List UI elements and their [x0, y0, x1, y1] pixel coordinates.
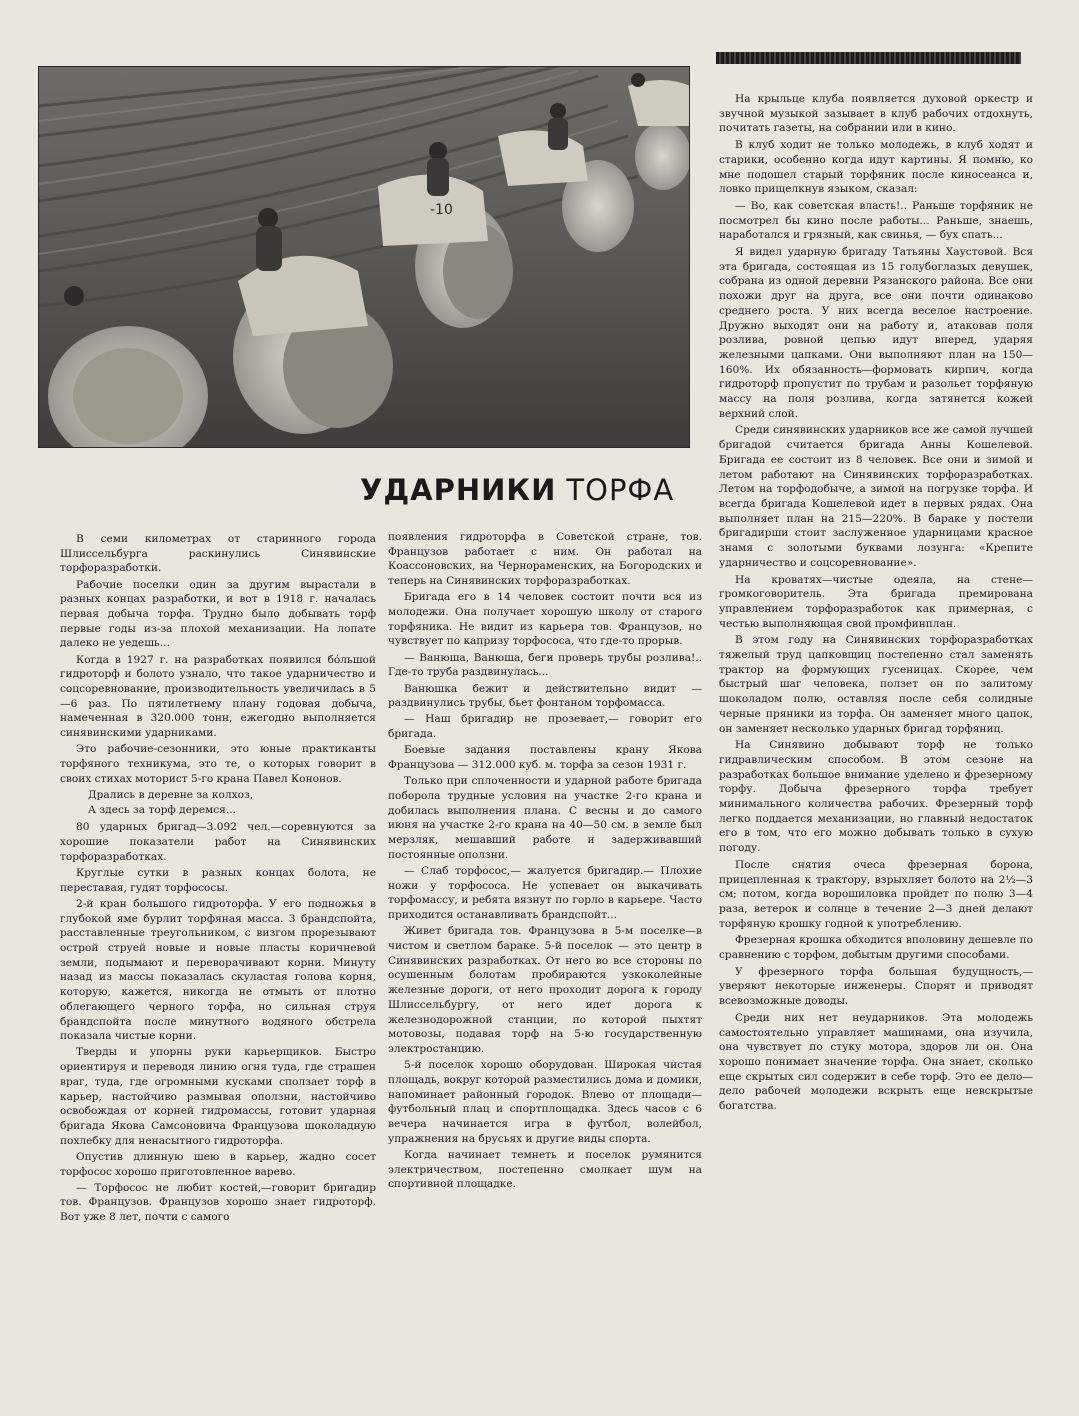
headline-light: ТОРФА [566, 473, 675, 507]
paragraph: Тверды и упорны руки карьерщиков. Быстро ориентируя и переводя линию огня туда, где страшен враг, туда, где огромными кусками сползает торф в карьер, настойчиво размывая оползни, настойчиво освобождая от корней гидромассы, готовит ударная бригада Якова Самсоновича Французова шоколадную похлебку для ненасытного гидроторфа. [60, 1046, 376, 1147]
paragraph: Среди синявинских ударников все же самой лучшей бригадой считается бригада Анны Кошелевой. Бригада ее состоит из 8 человек. Все они и зимой и летом работают на Синявинских торфоразработках. Летом на торфодобыче, а зимой на погрузке торфа. И всегда бригада Кошелевой идет в первых рядах. Она выполняет план на 215—220%. В бараке у постели бригадирши стоит заслуженное ударницами красное знамя с золотыми буквами лозунга: «Крепите ударничество и соцсоревнование». [719, 424, 1033, 569]
paragraph: — Наш бригадир не прозевает,— говорит его бригада. [388, 713, 702, 741]
text-column-2 [388, 530, 702, 1342]
paragraph: 5-й поселок хорошо оборудован. Широкая чистая площадь, вокруг которой разместились дома и домики, напоминает районный городок. Влево от площади—футбольный плац и спортплощадка. Здесь часов с 6 вечера начинается игра в футбол, волейбол, упражнения на брусьях и другие виды спорта. [388, 1059, 702, 1145]
text-column-3 [719, 92, 1033, 1332]
paragraph: В семи километрах от старинного города Шлиссельбурга раскинулись Синявинские торфоразработки. [60, 533, 376, 575]
paragraph: Опустив длинную шею в карьер, жадно сосет торфосос хорошо приготовленное варево. [60, 1150, 376, 1178]
verse-line: Дрались в деревне за колхоз, [88, 788, 254, 801]
paragraph: — Ванюша, Ванюша, беги проверь трубы розлива!.. Где-то труба раздвинулась... [388, 651, 702, 679]
paragraph: — Торфосос не любит костей,—говорит бригадир тов. Французов. Французов хорошо знает гидроторф. Вот уже 8 лет, почти с самого [60, 1181, 376, 1224]
paragraph: Круглые сутки в разных концах болота, не переставая, гудят торфососы. [60, 866, 376, 894]
article-headline [360, 470, 700, 510]
svg-text:-10: -10 [430, 202, 453, 218]
verse-line: А здесь за торф деремся... [88, 803, 236, 816]
paragraph: Рабочие поселки один за другим вырастали в разных концах разработки, и вот в 1918 г. началась первая добыча торфа. Трудно было добывать торф первые годы из-за плохой механизации. На лопате далеко не уедешь... [60, 578, 376, 650]
paragraph: На Синявино добывают торф не только гидравлическим способом. В этом сезоне на разработках большое внимание уделено и фрезерному торфу. Добыча фрезерного торфа требует минимального количества рабочих. Фрезерный торф легко поддается механизации, но главный недостаток его в том, что его можно добывать только в сухую погоду. [719, 739, 1033, 855]
paragraph: В этом году на Синявинских торфоразработках тяжелый труд цапковщиц постепенно стал заменять трактор на формующих гусеницах. Скорее, чем быстрый шаг человека, ползет он по залитому шоколадом полю, оставляя после себя солидные черные пряники из торфа. Он заменяет много цапок, он заменяет несколько ударных бригад торфяниц. [719, 634, 1033, 735]
paragraph: Среди них нет неударников. Эта молодежь самостоятельно управляет машинами, она изучила, она чувствует по стуку мотора, здоров ли он. Она хорошо понимает значение торфа. Она знает, сколько еще скрытых сил содержит в себе торф. Это ее дело—дело рабочей молодежи вскрыть еще невскрытые богатства. [719, 1011, 1033, 1113]
paragraph: Бригада его в 14 человек состоит почти вся из молодежи. Она получает хорошую школу от старого торфяника. Не видит из карьера тов. Французов, но чувствует по капризу торфососа, что где-то прорыв. [388, 591, 702, 648]
decorative-header-bar [716, 52, 1021, 64]
tractors-photo-icon [38, 66, 690, 448]
paragraph: Когда в 1927 г. на разработках появился бо́льшой гидроторф и болото узнало, что такое ударничество и соцсоревнование, производительность увеличилась в 5—6 раз. По пятилетнему плану годовая добыча, намеченная в 320.000 тонн, ежегодно выполняется синявинскими ударниками. [60, 653, 376, 740]
paragraph: — Во, как советская власть!.. Раньше торфяник не посмотрел бы кино после работы... Раньше, знаешь, наработался и грязный, как свинья, — бух спать... [719, 199, 1033, 242]
paragraph: Фрезерная крошка обходится вполовину дешевле по сравнению с торфом, добытым другими способами. [719, 934, 1033, 962]
paragraph: 80 ударных бригад—3.092 чел.—соревнуются за хорошие показатели работ на Синявинских торфоразработках. [60, 821, 376, 863]
paragraph: На крыльце клуба появляется духовой оркестр и звучной музыкой зазывает в клуб рабочих отдохнуть, почитать газеты, на собрании или в кино. [719, 93, 1033, 135]
paragraph: Боевые задания поставлены крану Якова Французова — 312.000 куб. м. торфа за сезон 1931 г. [388, 744, 702, 772]
paragraph: После снятия очеса фрезерная борона, прицепленная к трактору, взрыхляет болото на 2½—3 см; потом, когда ворошиловка пройдет по полю 3—4 раза, ветерок и солнце в течение 2—3 дней делают торфяную крошку годной к употреблению. [719, 858, 1033, 930]
paragraph: появления гидроторфа в Советской стране, тов. Французов работает с ним. Он работал на Коассоновских, на Чернораменских, на Богородских и теперь на Синявинских торфоразработках. [388, 531, 702, 588]
tractors-photo [38, 66, 690, 448]
paragraph: У фрезерного торфа большая будущность,— уверяют некоторые инженеры. Спорят и приводят всевозможные доводы. [719, 965, 1033, 1008]
paragraph: Я видел ударную бригаду Татьяны Хаустовой. Вся эта бригада, состоящая из 15 голубоглазых девушек, собрана из одной деревни Рязанского района. Все они похожи друг на друга, все они почти одинаково среднего роста. У них всегда веселое настроение. Дружно выходят они на работу и, атаковав поля розлива, ровной цепью идут вперед, ударяя железными цапками. Они выполняют план на 150—160%. Их обязанность—формовать кирпич, когда гидроторф пропустит по трубам и разольет торфяную массу на поля розлива, когда затянется кожей верхний слой. [719, 246, 1033, 420]
paragraph: Живет бригада тов. Французова в 5-м поселке—в чистом и светлом бараке. 5-й поселок — это центр в Синявинских разработках. От него во все стороны по осушенным болотам пробираются узкоколейные железные дороги, от него проходит дорога к городу Шлиссельбургу, от него идет дорога к железнодорожной станции, по которой пыхтят мотовозы, подавая торф на 5-ю государственную электростанцию. [388, 925, 702, 1055]
text-column-1 [60, 532, 376, 1342]
paragraph: Это рабочие-сезонники, это юные практиканты торфяного техникума, это те, о которых говорит в своих стихах моторист 5-го крана Павел Кононов. [60, 743, 376, 785]
paragraph: Когда начинает темнеть и поселок румянится электричеством, постепенно смолкает шум на спортивной площадке. [388, 1148, 702, 1191]
paragraph: — Слаб торфосос,— жалуется бригадир.— Плохие ножи у торфососа. Не успевает он выкачивать торфомассу, и ребята вязнут по горло в карьере. Часто приходится останавливать брандспойт... [388, 864, 702, 922]
paragraph: В клуб ходит не только молодежь, в клуб ходят и старики, особенно когда идут картины. Я помню, ко мне подошел старый торфяник после киносеанса и, ловко прищелкнув языком, сказал: [719, 139, 1033, 196]
paragraph: Ванюшка бежит и действительно видит — раздвинулись трубы, бьет фонтаном торфомасса. [388, 682, 702, 710]
headline-bold: УДАРНИКИ [360, 473, 557, 507]
paragraph: 2-й кран большого гидроторфа. У его подножья в глубокой яме бурлит торфяная масса. 3 брандспойта, расставленные треугольником, с визгом прорезывают острой струей новые и новые пласты коричневой земли, подымают и переворачивают корни. Минуту назад из массы показалась скуластая голова корня, которую, кажется, никогда не отмыть от плотно облегающего черного торфа, но сильная струя брандспойта после минутного водяного обстрела показала чистые корни. [60, 897, 376, 1043]
paragraph: На кроватях—чистые одеяла, на стене—громкоговоритель. Эта бригада премирована управлением торфоразработок как примерная, с честью выполняющая свой промфинплан. [719, 573, 1033, 630]
paragraph: Только при сплоченности и ударной работе бригада поборола трудные условия на участке 2-го крана и добилась выполнения плана. С весны и до самого июня на участке 2-го крана на 40—50 см. в земле был мерзляк, мешавший работе и задерживавший постоянные оползни. [388, 775, 702, 861]
